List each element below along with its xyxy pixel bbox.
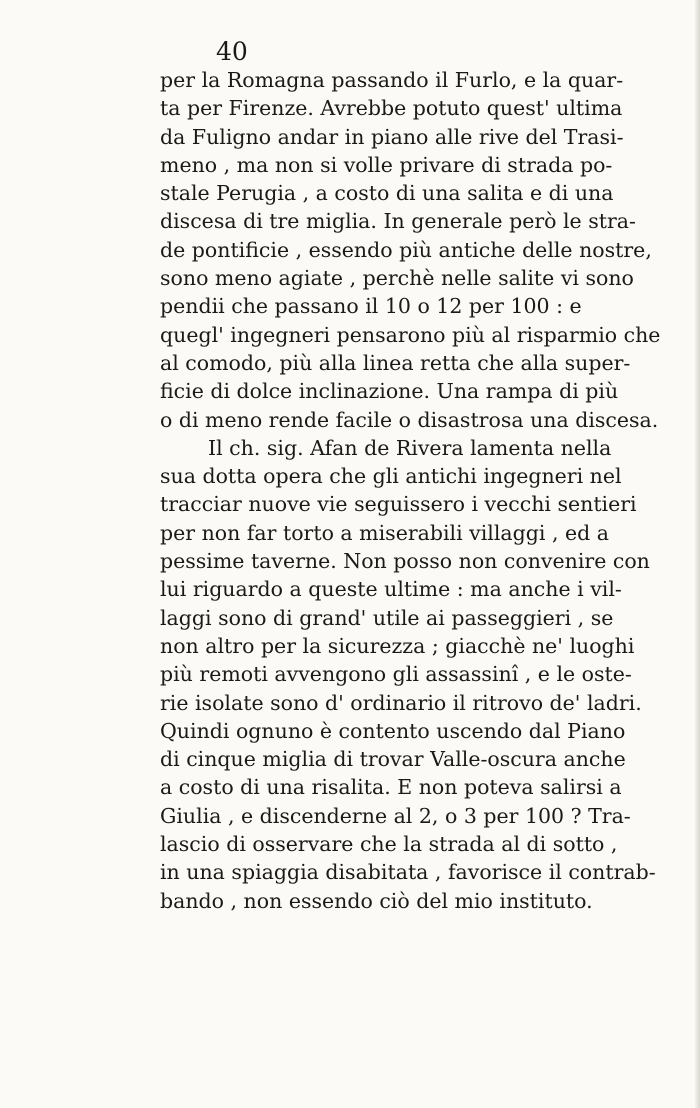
text-line: ficie di dolce inclinazione. Una rampa di più: [160, 379, 619, 404]
text-line: non altro per la sicurezza ; giacchè ne' luoghi: [160, 633, 635, 658]
text-line: lui riguardo a queste ultime : ma anche i vil-: [160, 577, 622, 602]
body-text: [160, 66, 661, 915]
text-line: pessime taverne. Non posso non convenire con: [160, 549, 650, 574]
text-line: lascio di osservare che la strada al di sotto ,: [160, 832, 618, 857]
text-line: per la Romagna passando il Furlo, e la quar-: [160, 68, 624, 92]
text-line: pendii che passano il 10 o 12 per 100 : e: [160, 294, 582, 319]
text-line: sono meno agiate , perchè nelle salite vi sono: [160, 266, 634, 291]
text-line: rie isolate sono d' ordinario il ritrovo de' ladri.: [160, 690, 642, 715]
text-line: Giulia , e discenderne al 2, o 3 per 100 ? Tra-: [160, 803, 631, 828]
text-line: sua dotta opera che gli antichi ingegneri nel: [160, 464, 622, 489]
text-line: o di meno rende facile o disastrosa una discesa.: [160, 407, 659, 432]
text-line: meno , ma non si volle privare di strada po-: [160, 152, 613, 177]
text-line: a costo di una risalita. E non poteva salirsi a: [160, 775, 622, 800]
page-number: 40: [216, 37, 248, 66]
text-line: più remoti avvengono gli assassinî , e le oste-: [160, 662, 632, 687]
text-line: tracciar nuove vie seguissero i vecchi sentieri: [160, 492, 637, 517]
text-line: di cinque miglia di trovar Valle-oscura anche: [160, 747, 626, 772]
text-line: da Fuligno andar in piano alle rive del Trasi-: [160, 124, 624, 149]
text-line: laggi sono di grand' utile ai passeggieri , se: [160, 605, 614, 630]
text-line: quegl' ingegneri pensarono più al risparmio che: [160, 322, 661, 347]
text-line: ta per Firenze. Avrebbe potuto quest' ultima: [160, 96, 623, 121]
text-line: al comodo, più alla linea retta che alla super-: [160, 350, 631, 375]
paragraph: [160, 434, 656, 915]
page-edge: [695, 0, 700, 1108]
text-line: stale Perugia , a costo di una salita e di una: [160, 181, 614, 206]
text-line: bando , non essendo ciò del mio instituto.: [160, 888, 593, 913]
paragraph: [160, 66, 661, 434]
text-line: Quindi ognuno è contento uscendo dal Piano: [160, 718, 626, 743]
text-line: de pontificie , essendo più antiche delle nostre,: [160, 237, 652, 262]
text-line: Il ch. sig. Afan de Rivera lamenta nella: [208, 435, 612, 460]
text-line: per non far torto a miserabili villaggi , ed a: [160, 520, 609, 545]
text-line: in una spiaggia disabitata , favorisce il contrab-: [160, 860, 656, 885]
text-line: discesa di tre miglia. In generale però le stra-: [160, 209, 636, 234]
